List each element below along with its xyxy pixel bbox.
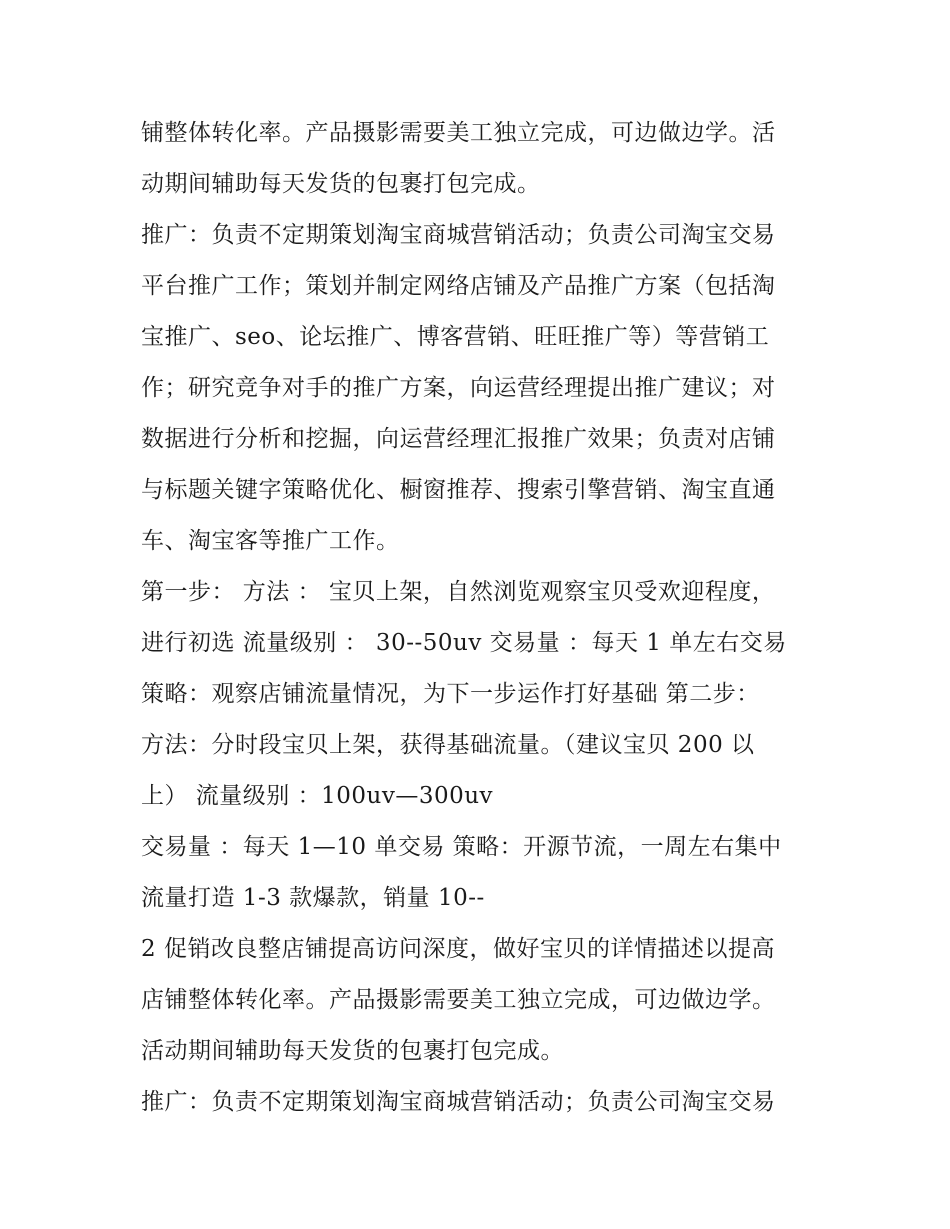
text-line: 车、淘宝客等推广工作。 [141, 528, 400, 554]
text-line: 推广：负责不定期策划淘宝商城营销活动；负责公司淘宝交易 [141, 1089, 776, 1115]
text-line: 平台推广工作；策划并制定网络店铺及产品推广方案（包括淘 [141, 273, 776, 299]
text-line: 数据进行分析和挖掘，向运营经理汇报推广效果；负责对店铺 [141, 426, 776, 452]
text-line: 铺整体转化率。产品摄影需要美工独立完成，可边做边学。活 [141, 120, 776, 146]
text-line: 策略：观察店铺流量情况，为下一步运作打好基础 第二步： [141, 681, 760, 707]
text-line: 宝推广、seo、论坛推广、博客营销、旺旺推广等）等营销工 [141, 324, 770, 350]
text-line: 2 促销改良整店铺提高访问深度，做好宝贝的详情描述以提高 [141, 936, 775, 962]
text-line: 动期间辅助每天发货的包裹打包完成。 [141, 171, 541, 197]
text-line: 进行初选 流量级别 ： 30--50uv 交易量 ：每天 1 单左右交易 [141, 630, 787, 656]
text-line: 第一步： 方法 ： 宝贝上架，自然浏览观察宝贝受欢迎程度， [141, 579, 776, 605]
text-line: 上） 流量级别 ：100uv—300uv [141, 783, 494, 809]
text-line: 推广：负责不定期策划淘宝商城营销活动；负责公司淘宝交易 [141, 222, 776, 248]
document-body [141, 108, 821, 1128]
text-line: 交易量 ：每天 1—10 单交易 策略：开源节流，一周左右集中 [141, 834, 782, 860]
text-line: 与标题关键字策略优化、橱窗推荐、搜索引擎营销、淘宝直通 [141, 477, 776, 503]
text-line: 活动期间辅助每天发货的包裹打包完成。 [141, 1038, 564, 1064]
text-line: 作；研究竞争对手的推广方案，向运营经理提出推广建议；对 [141, 375, 776, 401]
text-line: 方法：分时段宝贝上架，获得基础流量。（建议宝贝 200 以 [141, 732, 755, 758]
text-line: 流量打造 1-3 款爆款，销量 10-- [141, 885, 485, 911]
text-line: 店铺整体转化率。产品摄影需要美工独立完成，可边做边学。 [141, 987, 776, 1013]
